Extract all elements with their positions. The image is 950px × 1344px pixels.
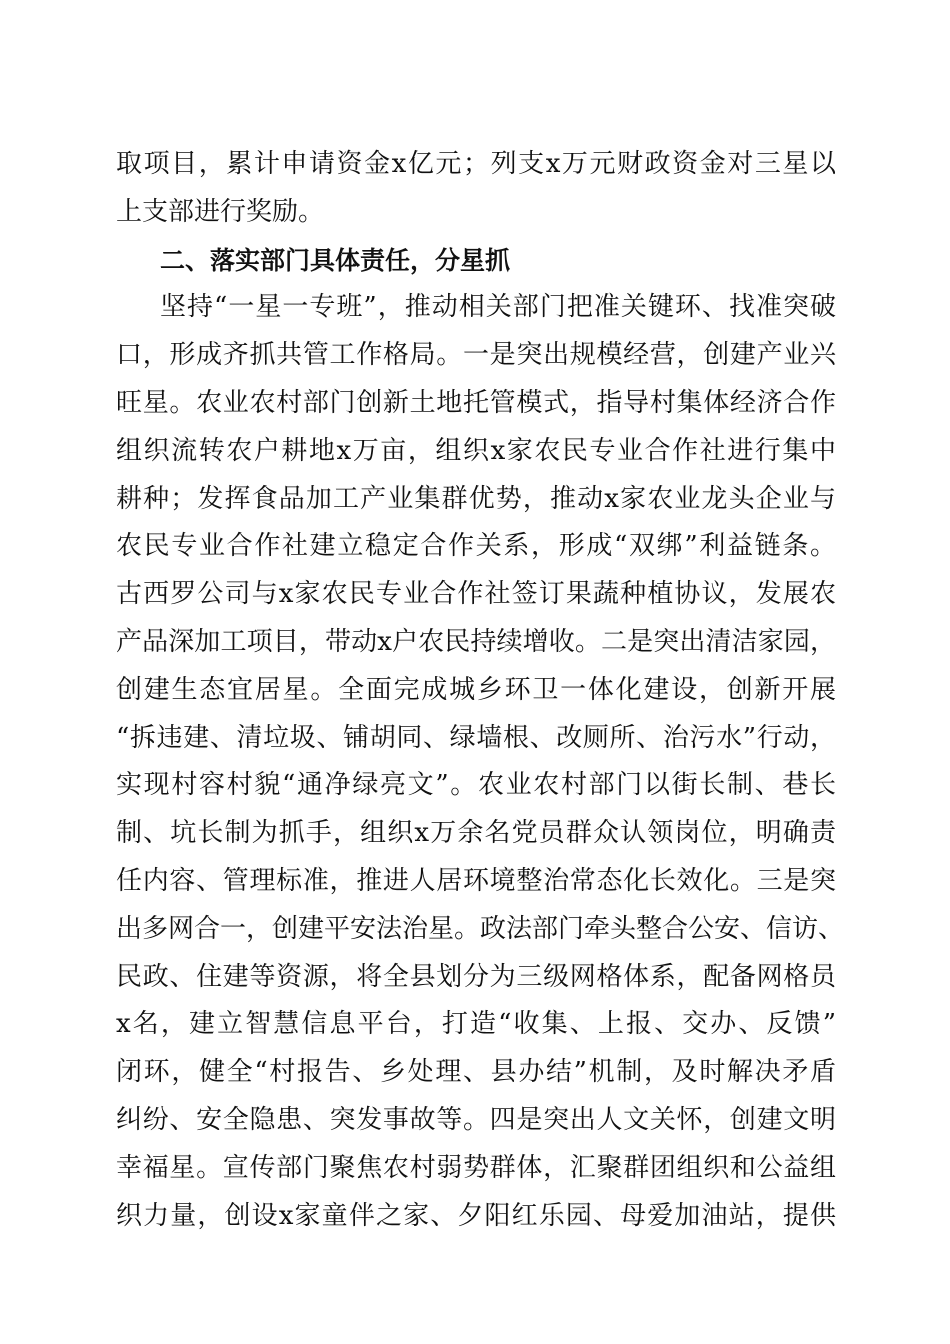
text-line: 上支部进行奖励。 xyxy=(116,196,325,227)
text-line: 制、坑长制为抓手，组织x万余名党员群众认领岗位，明确责 xyxy=(116,818,836,849)
text-line: x名，建立智慧信息平台，打造“收集、上报、交办、反馈” xyxy=(116,1009,836,1040)
text-line: 幸福星。宣传部门聚焦农村弱势群体，汇聚群团组织和公益组 xyxy=(116,1152,836,1183)
text-line: 组织流转农户耕地x万亩，组织x家农民专业合作社进行集中 xyxy=(116,435,836,466)
text-line: 实现村容村貌“通净绿亮文”。农业农村部门以街长制、巷长 xyxy=(116,770,836,801)
text-line: 口，形成齐抓共管工作格局。一是突出规模经营，创建产业兴 xyxy=(116,340,836,371)
text-line: 出多网合一，创建平安法治星。政法部门牵头整合公安、信访、 xyxy=(116,913,845,944)
body-text xyxy=(116,141,845,1240)
text-line: 古西罗公司与x家农民专业合作社签订果蔬种植协议，发展农 xyxy=(116,579,836,610)
text-line: 纠纷、安全隐患、突发事故等。四是突出人文关怀，创建文明 xyxy=(116,1104,836,1135)
text-line: 耕种；发挥食品加工产业集群优势，推动x家农业龙头企业与 xyxy=(116,483,836,514)
text-line: 坚持“一星一专班”，推动相关部门把准关键环、找准突破 xyxy=(160,292,836,323)
text-line: 任内容、管理标准，推进人居环境整治常态化长效化。三是突 xyxy=(116,865,836,896)
text-line: 织力量，创设x家童伴之家、夕阳红乐园、母爱加油站，提供 xyxy=(116,1200,836,1231)
text-line: “拆违建、清垃圾、铺胡同、绿墙根、改厕所、治污水”行动， xyxy=(116,722,836,753)
text-line: 产品深加工项目，带动x户农民持续增收。二是突出清洁家园， xyxy=(116,626,836,657)
text-line: 取项目，累计申请资金x亿元；列支x万元财政资金对三星以 xyxy=(116,149,836,179)
text-line: 闭环，健全“村报告、乡处理、县办结”机制，及时解决矛盾 xyxy=(116,1057,836,1088)
section-heading: 二、落实部门具体责任，分星抓 xyxy=(160,245,511,275)
text-line: 创建生态宜居星。全面完成城乡环卫一体化建设，创新开展 xyxy=(116,674,836,705)
text-line: 民政、住建等资源，将全县划分为三级网格体系，配备网格员 xyxy=(116,961,836,992)
text-line: 农民专业合作社建立稳定合作关系，形成“双绑”利益链条。 xyxy=(116,531,836,562)
text-line: 旺星。农业农村部门创新土地托管模式，指导村集体经济合作 xyxy=(116,387,836,418)
